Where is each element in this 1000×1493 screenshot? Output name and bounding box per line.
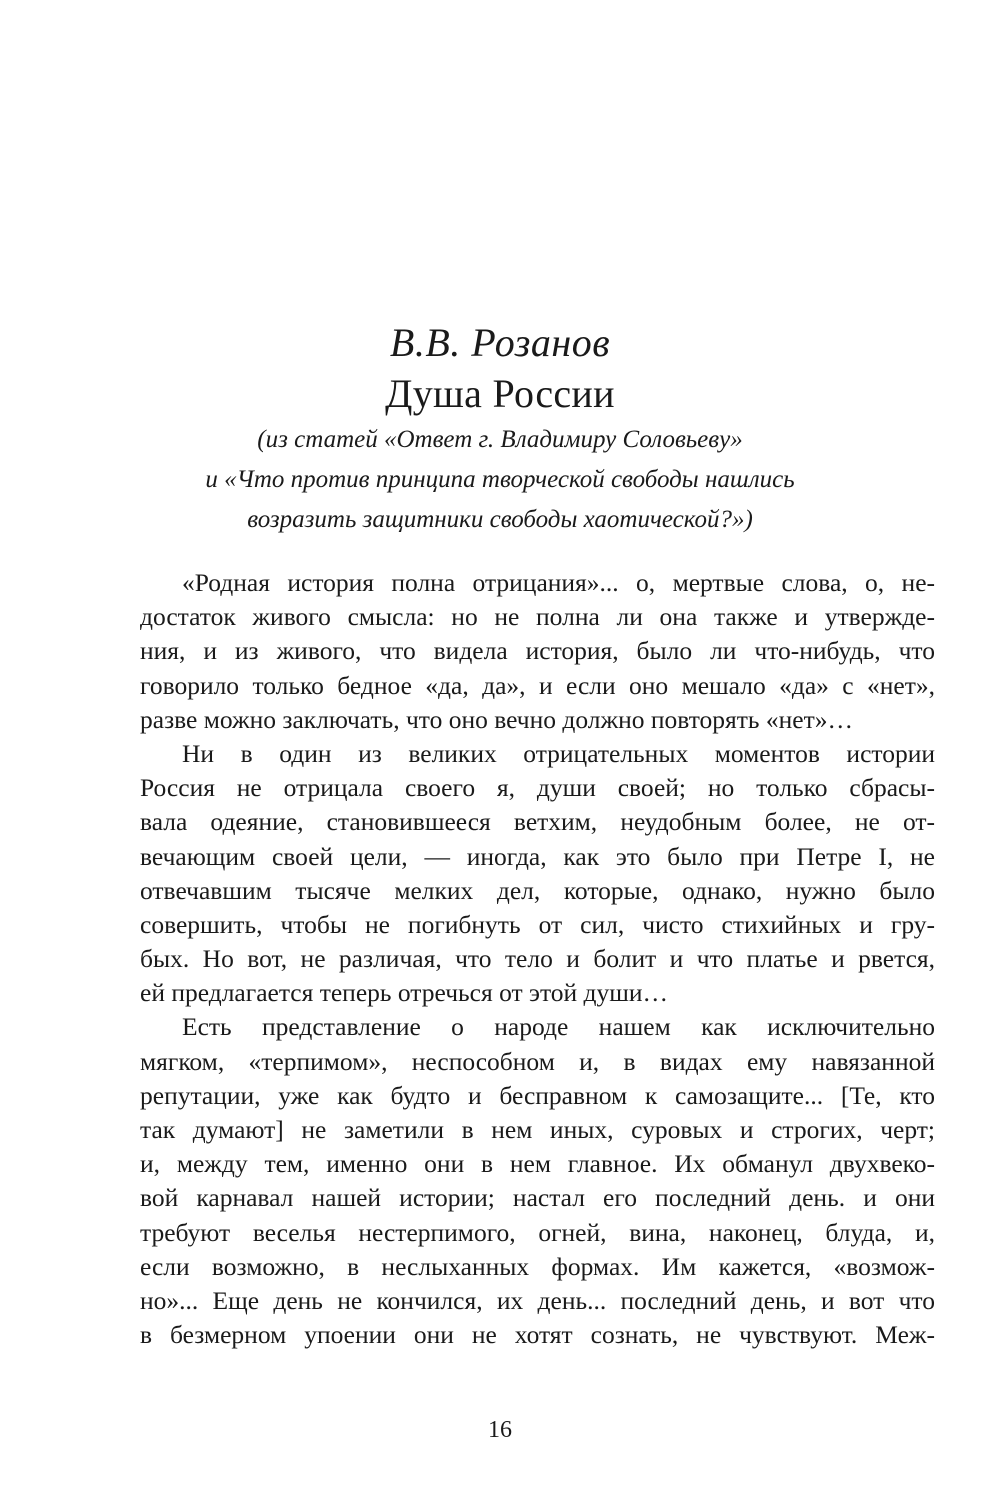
text-line: вала одеяние, становившееся ветхим, неудобным более, не от-: [140, 807, 935, 837]
text-line: вой карнавал нашей истории; настал его последний день. и они: [140, 1183, 935, 1213]
paragraph: [140, 1010, 935, 1352]
text-line: Россия не отрицала своего я, души своей; но только сбрасы-: [140, 773, 935, 803]
chapter-heading: [0, 318, 1000, 540]
text-line: Есть представление о народе нашем как исключительно: [182, 1012, 935, 1042]
body-text: [140, 566, 935, 1352]
text-line: отвечавшим тысяче мелких дел, которые, однако, нужно было: [140, 875, 935, 905]
text-line: разве можно заключать, что оно вечно должно повторять «нет»…: [140, 704, 854, 734]
text-line: достаток живого смысла: но не полна ли она также и утвержде-: [140, 602, 935, 632]
text-line: совершить, чтобы не погибнуть от сил, чисто стихийных и гру-: [140, 909, 935, 939]
paragraph: [140, 737, 935, 1011]
text-line: если возможно, в неслыханных формах. Им кажется, «возмож-: [140, 1251, 935, 1281]
text-line: и, между тем, именно они в нем главное. Их обманул двухвеко-: [140, 1149, 935, 1179]
text-line: репутации, уже как будто и бесправном к самозащите... [Те, кто: [140, 1080, 935, 1110]
text-line: ния, и из живого, что видела история, было ли что-нибудь, что: [140, 636, 935, 666]
text-line: так думают] не заметили в нем иных, суровых и строгих, черт;: [140, 1115, 935, 1144]
subtitle-line: возразить защитники свободы хаотической?»): [247, 506, 753, 533]
subtitle-line: (из статей «Ответ г. Владимиру Соловьеву»: [257, 426, 743, 453]
paragraph: [140, 566, 935, 737]
text-line: говорило только бедное «да, да», и если оно мешало «да» с «нет»,: [140, 670, 935, 700]
chapter-subtitle: [0, 420, 1000, 540]
text-line: «Родная история полна отрицания»... о, мертвые слова, о, не-: [182, 568, 935, 597]
subtitle-line: и «Что против принципа творческой свободы нашлись: [205, 466, 795, 493]
text-line: мягком, «терпимом», неспособном и, в видах ему навязанной: [140, 1046, 935, 1076]
text-line: бых. Но вот, не различая, что тело и болит и что платье и рвется,: [140, 944, 935, 974]
text-line: в безмерном упоении они не хотят сознать, не чувствуют. Меж-: [140, 1320, 935, 1350]
text-line: вечающим своей цели, — иногда, как это было при Петре I, не: [140, 841, 935, 871]
text-line: Ни в один из великих отрицательных моментов истории: [182, 738, 935, 768]
author-name: В.В. Розанов: [389, 320, 611, 365]
text-line: требуют веселья нестерпимого, огней, вина, наконец, блуда, и,: [140, 1217, 935, 1247]
page-number: 16: [488, 1417, 512, 1443]
text-line: но»... Еще день не кончился, их день... последний день, и вот что: [140, 1285, 935, 1315]
chapter-title: Душа России: [385, 371, 615, 416]
text-line: ей предлагается теперь отречься от этой души…: [140, 978, 669, 1008]
